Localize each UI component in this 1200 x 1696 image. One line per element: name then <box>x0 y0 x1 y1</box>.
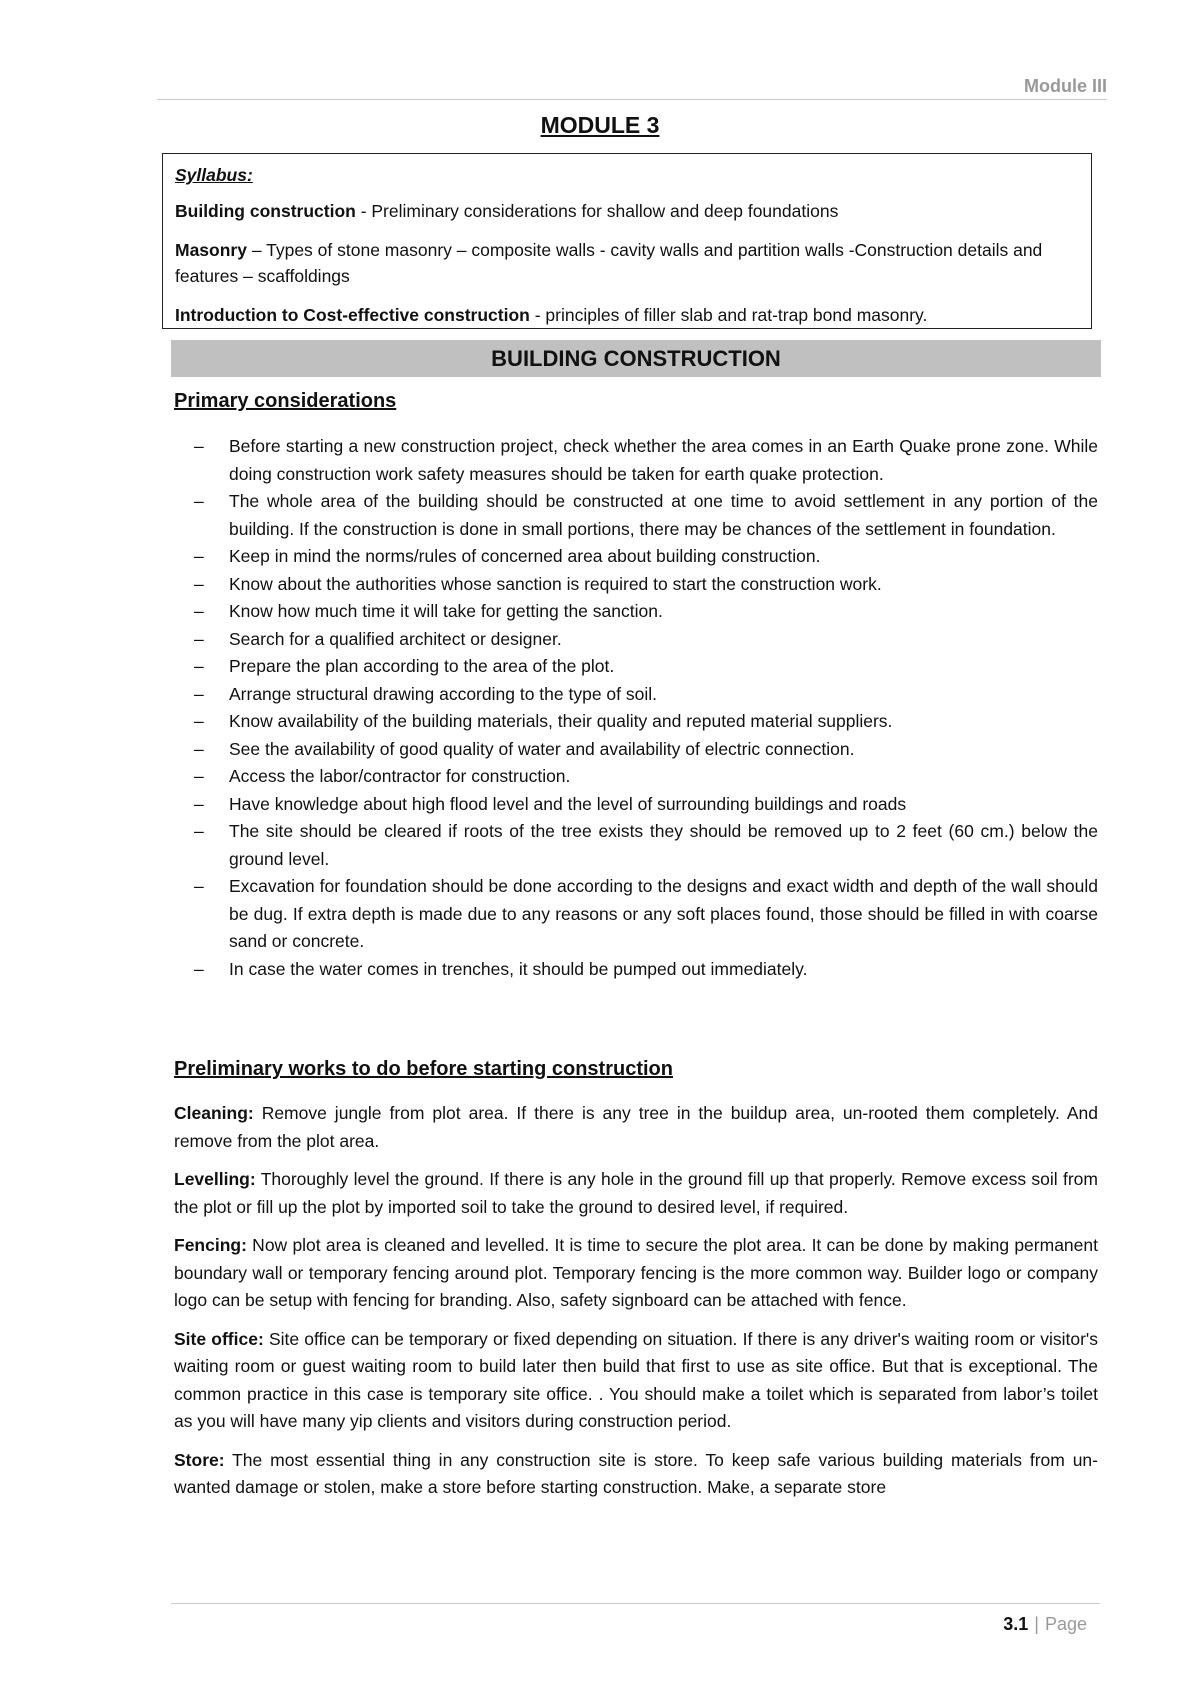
syllabus-box <box>162 153 1092 329</box>
paragraph <box>174 1166 1098 1221</box>
list-item <box>174 571 1098 599</box>
paragraph <box>174 1232 1098 1315</box>
syllabus-item <box>175 237 1079 289</box>
paragraph-label: Cleaning: <box>174 1103 254 1123</box>
page-number: 3.1 <box>1003 1614 1029 1634</box>
list-item-text: Excavation for foundation should be done according to the designs and exact width and depth of the wall should be dug. If extra depth is made due to any reasons or any soft places found, those should be filled in with coarse sand or concrete. <box>229 876 1098 951</box>
paragraph-text: Remove jungle from plot area. If there is any tree in the buildup area, un-rooted them completely. And remove from the plot area. <box>174 1103 1098 1151</box>
dash-bullet-icon: – <box>194 821 204 841</box>
syllabus-item-text: - principles of filler slab and rat-trap bond masonry. <box>529 305 928 325</box>
list-item <box>174 488 1098 543</box>
primary-considerations-heading: Primary considerations <box>174 390 397 412</box>
dash-bullet-icon: – <box>194 738 204 759</box>
dash-bullet-icon: – <box>194 958 204 979</box>
dash-bullet-icon: – <box>194 491 204 511</box>
dash-bullet-icon: – <box>194 766 204 786</box>
paragraph <box>174 1100 1098 1155</box>
list-item <box>174 543 1098 571</box>
syllabus-item-label: Introduction to Cost-effective construction <box>175 305 530 325</box>
list-item <box>174 598 1098 626</box>
page-title: MODULE 3 <box>540 112 660 138</box>
list-item <box>174 708 1098 736</box>
list-item-text: Access the labor/contractor for construction. <box>229 766 571 786</box>
paragraph-text: Site office can be temporary or fixed depending on situation. If there is any driver's waiting room or visitor's waiting room or guest waiting room to build later then build that first to use as site office. But that is exceptional. The common practice in this case is temporary site office. . You should make a toilet which is separated from labor’s toilet as you will have many yip clients and visitors during construction period. <box>174 1328 1098 1431</box>
paragraph <box>174 1326 1098 1436</box>
paragraph-text: Thoroughly level the ground. If there is any hole in the ground fill up that properly. Remove excess soil from the plot or fill up the plot by imported soil to take the ground to desired level, if required. <box>174 1169 1098 1217</box>
paragraph-label: Site office: <box>174 1328 264 1349</box>
syllabus-item <box>175 302 1079 328</box>
dash-bullet-icon: – <box>194 876 204 896</box>
primary-considerations-list <box>174 433 1098 983</box>
list-item-text: Keep in mind the norms/rules of concerned area about building construction. <box>229 546 821 566</box>
list-item <box>174 433 1098 488</box>
list-item <box>174 736 1098 764</box>
dash-bullet-icon: – <box>194 793 204 814</box>
list-item <box>174 763 1098 791</box>
list-item-text: Know availability of the building materials, their quality and reputed material suppliers. <box>229 711 893 731</box>
list-item-text: Prepare the plan according to the area of the plot. <box>229 656 615 676</box>
list-item-text: See the availability of good quality of water and availability of electric connection. <box>229 738 855 759</box>
paragraph <box>174 1447 1098 1502</box>
header-module-label: Module III <box>1024 76 1107 96</box>
syllabus-item-text: – Types of stone masonry – composite walls - cavity walls and partition walls -Construction details and features – scaffoldings <box>175 240 1043 286</box>
list-item-text: Search for a qualified architect or designer. <box>229 628 562 649</box>
list-item-text: In case the water comes in trenches, it should be pumped out immediately. <box>229 958 808 979</box>
list-item <box>174 818 1098 873</box>
list-item-text: Know about the authorities whose sanction is required to start the construction work. <box>229 573 882 594</box>
list-item <box>174 873 1098 956</box>
list-item-text: Have knowledge about high flood level and the level of surrounding buildings and roads <box>229 793 907 814</box>
preliminary-works-heading: Preliminary works to do before starting construction <box>174 1058 673 1080</box>
list-item-text: Arrange structural drawing according to the type of soil. <box>229 683 657 704</box>
list-item <box>174 653 1098 681</box>
dash-bullet-icon: – <box>194 573 204 594</box>
list-item-text: The whole area of the building should be constructed at one time to avoid settlement in any portion of the building. If the construction is done in small portions, there may be chances of the settlement in foundation. <box>229 491 1098 539</box>
dash-bullet-icon: – <box>194 683 204 704</box>
header-divider <box>157 99 1107 100</box>
syllabus-item-label: Building construction <box>175 201 356 221</box>
list-item-text: Know how much time it will take for getting the sanction. <box>229 601 663 621</box>
footer-divider <box>171 1603 1100 1604</box>
list-item <box>174 956 1098 984</box>
dash-bullet-icon: – <box>194 628 204 649</box>
page-label: Page <box>1044 1614 1087 1634</box>
paragraph-label: Store: <box>174 1449 225 1470</box>
list-item-text: The site should be cleared if roots of the tree exists they should be removed up to 2 feet (60 cm.) below the ground level. <box>229 821 1098 869</box>
paragraph-label: Fencing: <box>174 1235 247 1255</box>
dash-bullet-icon: – <box>194 656 204 676</box>
paragraph-label: Levelling: <box>174 1169 256 1189</box>
dash-bullet-icon: – <box>194 436 204 456</box>
dash-bullet-icon: – <box>194 601 204 621</box>
syllabus-item-text: - Preliminary considerations for shallow and deep foundations <box>355 201 839 221</box>
page-footer <box>1003 1614 1087 1635</box>
paragraph-text: Now plot area is cleaned and levelled. It is time to secure the plot area. It can be done by making permanent boundary wall or temporary fencing around plot. Temporary fencing is the more common way. Builder logo or company logo can be setup with fencing for branding. Also, safety signboard can be attached with fence. <box>174 1235 1098 1310</box>
footer-separator: | <box>1034 1614 1039 1634</box>
syllabus-item <box>175 198 1079 224</box>
syllabus-item-label: Masonry <box>175 240 247 260</box>
list-item <box>174 681 1098 709</box>
list-item <box>174 791 1098 819</box>
dash-bullet-icon: – <box>194 546 204 566</box>
dash-bullet-icon: – <box>194 711 204 731</box>
preliminary-works-body <box>174 1100 1098 1513</box>
list-item-text: Before starting a new construction project, check whether the area comes in an Earth Quake prone zone. While doing construction work safety measures should be taken for earth quake protection. <box>229 436 1098 484</box>
syllabus-heading: Syllabus: <box>175 165 253 185</box>
list-item <box>174 626 1098 654</box>
section-banner: BUILDING CONSTRUCTION <box>171 340 1101 377</box>
paragraph-text: The most essential thing in any construction site is store. To keep safe various building materials from un-wanted damage or stolen, make a store before starting construction. Make, a separate store <box>174 1449 1098 1497</box>
